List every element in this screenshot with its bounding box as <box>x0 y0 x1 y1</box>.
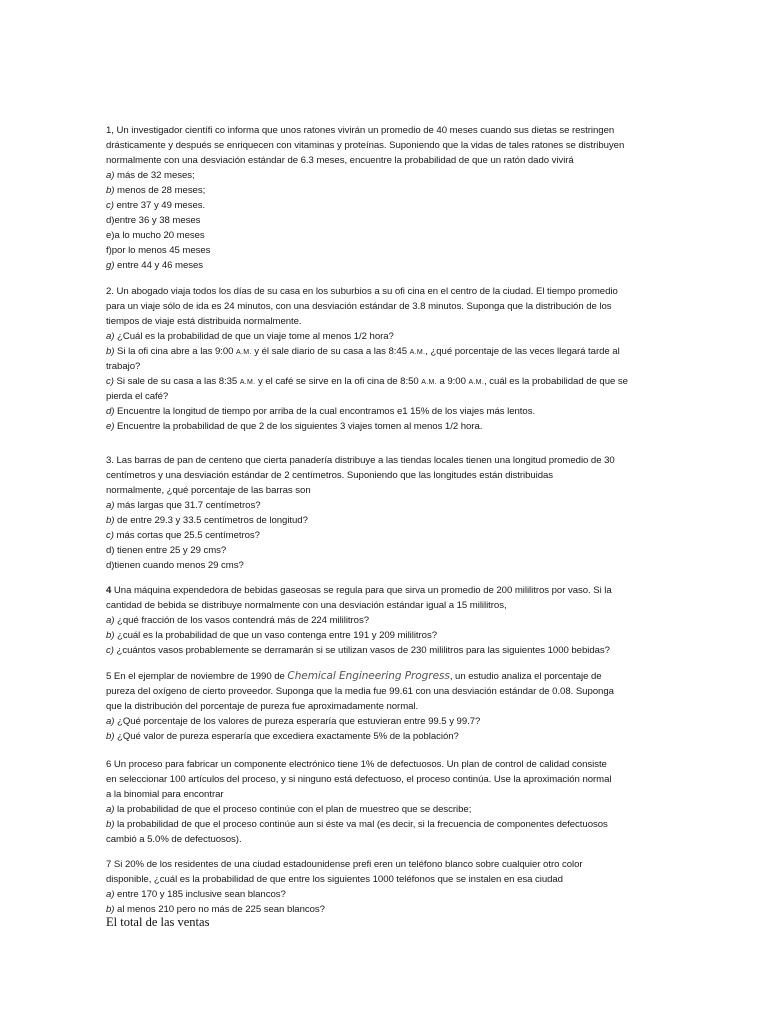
item-text: ¿Qué valor de pureza esperaría que excediera exactamente 5% de la población? <box>114 731 459 742</box>
item-text: ¿cuál es la probabilidad de que un vaso contenga entre 191 y 209 mililitros? <box>114 630 437 641</box>
problem-1-item-b <box>106 183 666 198</box>
item-label: b) <box>106 630 115 641</box>
problem-number: 4 <box>106 585 112 596</box>
item-text: Encuentre la longitud de tiempo por arriba de la cual encontramos e1 15% de los viajes más lentos. <box>114 406 536 417</box>
problem-3-line-3: normalmente, ¿qué porcentaje de las barras son <box>106 485 311 496</box>
item-label: e) <box>106 421 115 432</box>
problem-2-line-1: 2. Un abogado viaja todos los días de su casa en los suburbios a su ofi cina en el centro de la ciudad. El tiempo promedio <box>106 286 618 297</box>
item-text: Si la ofi cina abre a las 9:00 <box>114 346 237 357</box>
problem-2-item-b <box>106 344 666 359</box>
am-marker: A.M. <box>236 349 252 356</box>
item-label: a) <box>106 500 115 511</box>
problem-5-line-2: pureza del oxígeno de cierto proveedor. Suponga que la media fue 99.61 con una desviación estándar de 0.08. Suponga <box>106 686 614 697</box>
problem-1-item-f <box>106 243 666 258</box>
problem-3-line-1: 3. Las barras de pan de centeno que cierta panadería distribuye a las tiendas locales tienen una longitud promedio de 30 <box>106 455 615 466</box>
problem-1-line-1: 1, Un investigador científi co informa que unos ratones vivirán un promedio de 40 meses cuando sus dietas se restringen <box>106 125 615 136</box>
problem-2-item-a <box>106 329 666 344</box>
item-text: entre 37 y 49 meses. <box>113 200 206 211</box>
item-text: Si sale de su casa a las 8:35 <box>113 376 240 387</box>
problem-2-line-2: para un viaje sólo de ida es 24 minutos, con una desviación estándar de 3.8 minutos. Suponga que la distribución de los <box>106 301 612 312</box>
problem-6-item-a <box>106 802 666 817</box>
problem-5-line-3: que la distribución del porcentaje de pureza fue aproximadamente normal. <box>106 701 419 712</box>
item-text: entre 44 y 46 meses <box>114 260 204 271</box>
item-label: c) <box>106 530 114 541</box>
problem-1-line-3: normalmente con una desviación estándar de 6.3 meses, encuentre la probabilidad de que un ratón dado vivirá <box>106 155 574 166</box>
item-label: b) <box>106 346 115 357</box>
problem-7 <box>106 857 666 917</box>
item-text: a 9:00 <box>436 376 469 387</box>
problem-3-item-a <box>106 498 666 513</box>
problem-2-item-b-cont: trabajo? <box>106 361 141 372</box>
item-text: al menos 210 pero no más de 225 sean blancos? <box>114 904 325 915</box>
item-text: , ¿qué porcentaje de las veces llegará tarde al <box>425 346 620 357</box>
problem-2-line-3: tiempos de viaje está distribuida normalmente. <box>106 316 302 327</box>
problem-5-line-1 <box>106 669 666 684</box>
item-label: d) <box>106 406 115 417</box>
problem-1-item-a <box>106 168 666 183</box>
item-label: a) <box>106 804 115 815</box>
problem-4-line-2: cantidad de bebida se distribuye normalmente con una desviación estándar igual a 15 mililitros, <box>106 600 507 611</box>
item-label: e) <box>106 230 115 241</box>
item-text: la probabilidad de que el proceso continúe con el plan de muestreo que se describe; <box>114 804 472 815</box>
problem-3-item-c <box>106 528 666 543</box>
problem-4-item-a <box>106 613 666 628</box>
problem-3-item-d: d) tienen entre 25 y 29 cms? <box>106 545 227 556</box>
item-text: ¿Cuál es la probabilidad de que un viaje tome al menos 1/2 hora? <box>114 331 394 342</box>
problem-4-item-b <box>106 628 666 643</box>
item-label: c) <box>106 645 114 656</box>
problem-1 <box>106 123 666 273</box>
am-marker: A.M. <box>409 349 426 356</box>
problem-5-item-a <box>106 714 666 729</box>
am-marker: A.M. <box>421 379 437 386</box>
item-label: g) <box>106 260 115 271</box>
problem-2-item-d <box>106 404 666 419</box>
problem-6-item-b <box>106 817 666 832</box>
item-label: c) <box>106 200 114 211</box>
problem-6-item-b-cont: cambió a 5.0% de defectuosos). <box>106 834 242 845</box>
problem-1-line-2: drásticamente y después se enriquecen con vitaminas y proteínas. Suponiendo que la vidas de tales ratones se distribuyen <box>106 140 625 151</box>
problem-1-item-c <box>106 198 666 213</box>
item-label: a) <box>106 889 115 900</box>
problem-3-line-2: centímetros y una desviación estándar de 2 centímetros. Suponiendo que las longitudes están distribuidas <box>106 470 554 481</box>
problem-6-line-1: 6 Un proceso para fabricar un componente electrónico tiene 1% de defectuosos. Un plan de control de calidad consiste <box>106 759 607 770</box>
problem-6-line-2: en seleccionar 100 artículos del proceso, y si ninguno está defectuoso, el proceso continúa. Use la aproximación normal <box>106 774 612 785</box>
problem-6 <box>106 757 666 847</box>
problem-text: , un estudio analiza el porcentaje de <box>449 671 602 682</box>
problem-2-item-c-cont: pierda el café? <box>106 391 169 402</box>
item-text: Encuentre la probabilidad de que 2 de los siguientes 3 viajes tomen al menos 1/2 hora. <box>114 421 483 432</box>
item-text: a lo mucho 20 meses <box>114 230 205 241</box>
problem-6-line-3: a la binomial para encontrar <box>106 789 224 800</box>
problem-text: 5 En el ejemplar de noviembre de 1990 de <box>106 671 288 682</box>
problem-4-item-c <box>106 643 666 658</box>
item-label: a) <box>106 716 115 727</box>
item-text: la probabilidad de que el proceso continúe aun si éste va mal (es decir, si la frecuencia de componentes defectuosos <box>114 819 608 830</box>
problem-2-item-c <box>106 374 666 389</box>
item-text: más de 32 meses; <box>114 170 195 181</box>
problem-1-item-e <box>106 228 666 243</box>
problem-2 <box>106 284 666 434</box>
item-text: y el café se sirve en la ofi cina de 8:50 <box>255 376 422 387</box>
problem-2-item-e <box>106 419 666 434</box>
item-label: b) <box>106 515 115 526</box>
item-label: a) <box>106 331 115 342</box>
item-label: b) <box>106 904 115 915</box>
item-text: de entre 29.3 y 33.5 centímetros de longitud? <box>114 515 308 526</box>
item-text: ¿Qué porcentaje de los valores de pureza esperaría que estuvieran entre 99.5 y 99.7? <box>114 716 481 727</box>
item-label: b) <box>106 731 115 742</box>
problem-5 <box>106 669 666 744</box>
problem-3-item-b <box>106 513 666 528</box>
item-text: , cuál es la probabilidad de que se <box>484 376 628 387</box>
item-text: entre 36 y 38 meses <box>114 215 201 226</box>
problem-7-item-a <box>106 887 666 902</box>
problem-7-line-1: 7 Si 20% de los residentes de una ciudad estadounidense prefi eren un teléfono blanco sobre cualquier otro color <box>106 859 583 870</box>
problem-1-item-d <box>106 213 666 228</box>
problem-3-item-d2: d)tienen cuando menos 29 cms? <box>106 560 244 571</box>
problem-3 <box>106 453 666 573</box>
item-label: b) <box>106 185 115 196</box>
am-marker: A.M. <box>239 379 256 386</box>
item-text: menos de 28 meses; <box>114 185 206 196</box>
problem-4 <box>106 583 666 658</box>
journal-title: Chemical Engineering Progress <box>287 670 450 682</box>
item-label: f) <box>106 245 112 256</box>
problem-text: Una máquina expendedora de bebidas gaseosas se regula para que sirva un promedio de 200 mililitros por vaso. Si la <box>111 585 612 596</box>
problem-7-line-2: disponible, ¿cuál es la probabilidad de que entre los siguientes 1000 teléfonos que se instalen en esa ciudad <box>106 874 563 885</box>
item-text: entre 170 y 185 inclusive sean blancos? <box>114 889 286 900</box>
item-label: c) <box>106 376 114 387</box>
trailing-heading: El total de las ventas <box>106 915 210 929</box>
item-label: a) <box>106 170 115 181</box>
item-text: por lo menos 45 meses <box>111 245 211 256</box>
problem-5-item-b <box>106 729 666 744</box>
problem-1-item-g <box>106 258 666 273</box>
item-text: y él sale diario de su casa a las 8:45 <box>251 346 410 357</box>
item-label: d) <box>106 215 115 226</box>
item-label: b) <box>106 819 115 830</box>
item-text: más largas que 31.7 centímetros? <box>114 500 261 511</box>
item-text: ¿cuántos vasos probablemente se derramarán si se utilizan vasos de 230 mililitros para las siguientes 1000 bebidas? <box>113 645 610 656</box>
item-text: más cortas que 25.5 centímetros? <box>113 530 260 541</box>
problem-4-line-1 <box>106 583 666 598</box>
am-marker: A.M. <box>468 379 485 386</box>
item-text: ¿qué fracción de los vasos contendrá más de 224 mililitros? <box>114 615 369 626</box>
item-label: a) <box>106 615 115 626</box>
